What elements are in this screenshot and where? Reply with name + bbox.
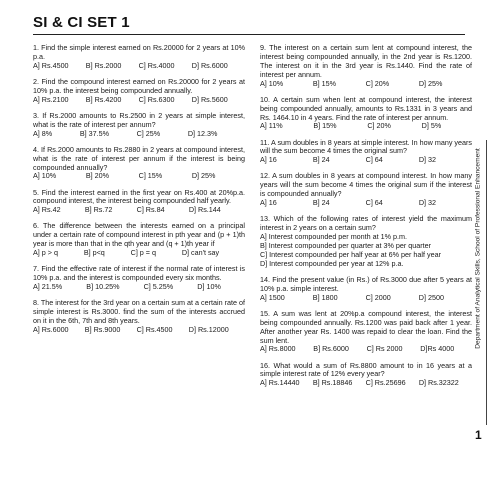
question-block bbox=[260, 362, 472, 389]
answer-option: C] Rs.84 bbox=[136, 205, 165, 215]
question-text: 12. A sum doubles in 8 years at compound interest. In how many years will the sum become 4 times the original sum if the interest is compounded annually? bbox=[260, 171, 472, 199]
answer-option: D] Rs.32322 bbox=[418, 378, 459, 388]
answer-option: C] 15% bbox=[138, 171, 163, 181]
answer-option: B] Rs.4200 bbox=[85, 94, 122, 104]
options-row bbox=[260, 156, 472, 165]
question-text: 3. If Rs.2000 amounts to Rs.2500 in 2 years at simple interest, what is the rate of interest per annum? bbox=[33, 110, 245, 129]
answer-option: D] Rs.5600 bbox=[191, 94, 228, 104]
answer-option: D]Rs 4000 bbox=[420, 344, 455, 354]
answer-option: D] Rs.12000 bbox=[188, 324, 229, 334]
options-row bbox=[260, 294, 472, 303]
right-column bbox=[260, 44, 472, 395]
question-text: 14. Find the present value (in Rs.) of Rs.3000 due after 5 years at 10% p.a. simple interest. bbox=[260, 274, 472, 293]
question-block bbox=[33, 222, 245, 258]
answer-option: C] Rs.4000 bbox=[138, 60, 175, 70]
answer-option: A] 1500 bbox=[260, 292, 285, 302]
answer-option: D] Interest compounded per year at 12% p.a. bbox=[260, 258, 404, 268]
left-column bbox=[33, 44, 245, 342]
answer-option: C] 64 bbox=[365, 155, 383, 165]
options-row bbox=[33, 96, 245, 105]
page-number: 1 bbox=[475, 428, 482, 442]
question-text: 13. Which of the following rates of interest yield the maximum interest in 2 years on a certain sum? bbox=[260, 214, 472, 233]
side-divider bbox=[486, 140, 487, 425]
answer-option: C] 25% bbox=[136, 128, 161, 138]
answer-option: A] 16 bbox=[260, 198, 277, 208]
question-block bbox=[33, 265, 245, 292]
answer-option: B] 15% bbox=[313, 121, 337, 131]
options-row bbox=[33, 249, 245, 258]
question-block bbox=[260, 139, 472, 166]
options-row bbox=[260, 80, 472, 89]
department-footer-text: Department of Analytical Skills, School of Professional Enhancement bbox=[474, 147, 482, 349]
answer-option: C] 20% bbox=[367, 121, 391, 131]
answer-option: A] Rs.2100 bbox=[33, 94, 69, 104]
answer-option: C] 64 bbox=[365, 198, 383, 208]
answer-option: B] Rs.2000 bbox=[85, 60, 122, 70]
answer-option: A] 8% bbox=[33, 128, 53, 138]
answer-option: B] 24 bbox=[312, 155, 330, 165]
question-text: 8. The interest for the 3rd year on a certain sum at a certain rate of simple interest is Rs.3000. find the sum of the interests accrued on it in the 6th, 7th and 8th years. bbox=[33, 298, 245, 325]
question-text: 11. A sum doubles in 8 years at simple interest. In how many years will the sum become 4 times the original sum? bbox=[260, 137, 473, 156]
options-row bbox=[260, 199, 472, 208]
answer-option: A] Rs.8000 bbox=[260, 344, 296, 354]
question-block bbox=[33, 78, 245, 105]
question-block bbox=[33, 299, 245, 335]
question-block bbox=[260, 172, 472, 208]
question-block bbox=[260, 276, 472, 303]
answer-option: A] 16 bbox=[260, 155, 277, 165]
answer-option: B] 24 bbox=[312, 198, 330, 208]
answer-option: D] 32 bbox=[418, 198, 437, 208]
answer-option: D] 25% bbox=[191, 171, 216, 181]
answer-option: B] p<q bbox=[83, 248, 105, 258]
answer-option: B] 15% bbox=[312, 78, 336, 88]
answer-option: A] Rs.42 bbox=[33, 205, 61, 215]
question-text: 1. Find the simple interest earned on Rs.20000 for 2 years at 10% p.a. bbox=[33, 43, 245, 61]
answer-option: C] p = q bbox=[130, 248, 156, 258]
answer-option: D] Rs.6000 bbox=[191, 60, 228, 70]
page-title: SI & CI SET 1 bbox=[33, 14, 130, 31]
answer-option: B] Interest compounded per quarter at 3% per quarter bbox=[260, 240, 432, 250]
options-row bbox=[260, 345, 472, 354]
answer-option: D] Rs.144 bbox=[188, 205, 221, 215]
answer-option: D] 32 bbox=[418, 155, 437, 165]
answer-option: C] 5.25% bbox=[143, 282, 174, 292]
answer-option: A] 11% bbox=[260, 121, 283, 131]
question-block bbox=[33, 146, 245, 182]
answer-option: C] Rs.4500 bbox=[136, 324, 173, 334]
answer-option: B] Rs.72 bbox=[84, 205, 113, 215]
answer-option: C] Rs.25696 bbox=[365, 378, 406, 388]
answer-option: D] 25% bbox=[418, 78, 443, 88]
answer-option: A] p > q bbox=[33, 248, 58, 258]
title-underline bbox=[33, 34, 465, 35]
question-block bbox=[260, 310, 472, 355]
options-row bbox=[260, 379, 472, 388]
answer-option: D] 5% bbox=[421, 121, 442, 131]
question-text: 9. The interest on a certain sum lent at compound interest, the interest being compounded annually, in the 2nd year is Rs.1200. The interest on it in the 3rd year is Rs.1440. Find the rate of interest per annum. bbox=[260, 43, 472, 79]
answer-option: B] 10.25% bbox=[86, 282, 120, 292]
answer-option: A] 10% bbox=[260, 78, 284, 88]
options-row bbox=[33, 172, 245, 181]
question-text: 2. Find the compound interest earned on Rs.20000 for 2 years at 10% p.a. the interest being compounded annually. bbox=[33, 76, 245, 95]
answer-option: A] 10% bbox=[33, 171, 57, 181]
question-text: 6. The difference between the interests earned on a principal under a certain rate of compound interest in pth year and (p + 1)th year is more than that in the qth year and (q + 1)th year if bbox=[33, 221, 245, 249]
answer-option: C] Rs 2000 bbox=[366, 344, 403, 354]
answer-option: C] Rs.6300 bbox=[138, 94, 175, 104]
question-text: 7. Find the effective rate of interest if the normal rate of interest is 10% p.a. and the interest is compounded every six months. bbox=[33, 264, 245, 283]
answer-option: C] 2000 bbox=[365, 292, 391, 302]
answer-option: B] Rs.9000 bbox=[84, 324, 121, 334]
question-block bbox=[33, 44, 245, 71]
question-text: 10. A certain sum when lent at compound interest, the interest being compounded annually, amounts to Rs.1331 in 3 years and Rs. 1464.10 in 4 years. Find the rate of interest per annum. bbox=[260, 94, 472, 122]
answer-option: C] 20% bbox=[365, 78, 390, 88]
question-block bbox=[260, 96, 472, 132]
answer-option: B] Rs.18846 bbox=[312, 378, 353, 388]
answer-option: A] Interest compounded per month at 1% p.m. bbox=[260, 232, 408, 242]
answer-option: D] 12.3% bbox=[187, 128, 218, 138]
question-block bbox=[33, 189, 245, 216]
answer-option: B] 37.5% bbox=[79, 128, 109, 138]
answer-option: A] Rs.6000 bbox=[33, 324, 69, 334]
answer-option: A] Rs.4500 bbox=[33, 60, 69, 70]
options-row bbox=[260, 122, 472, 131]
answer-option: D] can't say bbox=[181, 248, 220, 258]
options-row bbox=[33, 130, 245, 139]
question-text: 5. Find the interest earned in the first year on Rs.400 at 20%p.a. compound interest, the interest being compounded half yearly. bbox=[33, 187, 245, 206]
answer-option: A] Rs.14440 bbox=[260, 378, 300, 388]
answer-option: A] 21.5% bbox=[33, 282, 63, 292]
answer-option: B] 20% bbox=[85, 171, 109, 181]
answer-option: D] 2500 bbox=[418, 292, 444, 302]
options-row bbox=[33, 283, 245, 292]
answer-option: C] Interest compounded per half year at 6% per half year bbox=[260, 249, 441, 259]
question-block bbox=[260, 44, 472, 89]
answer-option: D] 10% bbox=[197, 282, 221, 292]
answer-option: B] 1800 bbox=[312, 292, 338, 302]
question-block bbox=[260, 215, 472, 268]
question-text: 16. What would a sum of Rs.8800 amount to in 16 years at a simple interest rate of 12% every year? bbox=[260, 360, 472, 379]
answer-option: B] Rs.6000 bbox=[313, 344, 349, 354]
options-row bbox=[33, 206, 245, 215]
question-text: 15. A sum was lent at 20%p.a compound interest, the interest being compounded annually. Rs.1200 was paid back after 1 year. After another year Rs. 1400 was repaid to clear the loan. Find the sum lent. bbox=[260, 308, 472, 345]
question-text: 4. If Rs.2000 amounts to Rs.2880 in 2 years at compound interest, what is the rate of interest per annum if the interest is being compounded annually? bbox=[33, 144, 245, 172]
options-row bbox=[33, 326, 245, 335]
question-block bbox=[33, 112, 245, 139]
options-row bbox=[33, 62, 245, 71]
